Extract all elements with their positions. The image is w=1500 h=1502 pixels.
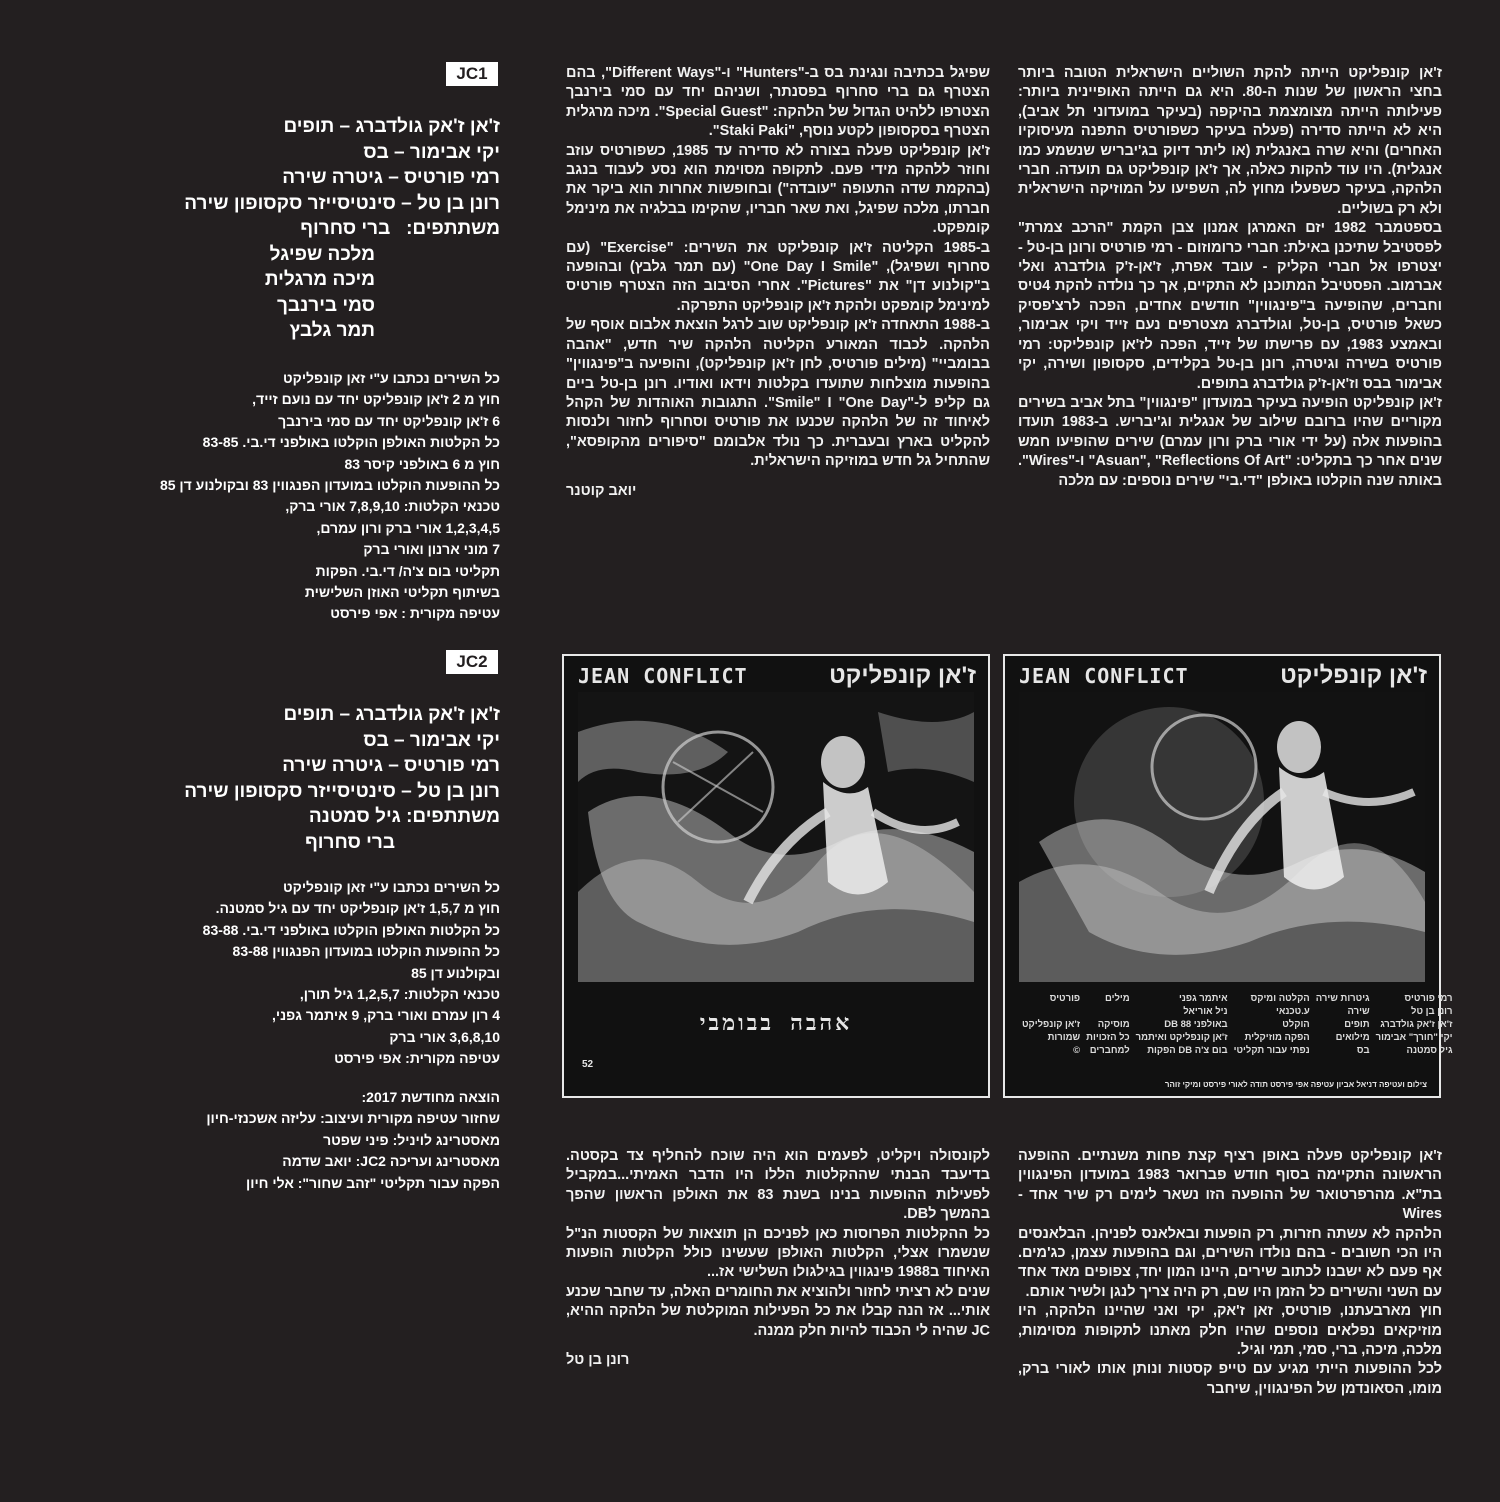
jc2-lineup bbox=[120, 702, 500, 855]
lineup-line: יקי אבימור – בס bbox=[363, 141, 500, 163]
cover-title-en: JEAN CONFLICT bbox=[1019, 664, 1189, 688]
cover-header bbox=[1019, 664, 1427, 688]
note-line: 3,6,8,10 אורי ברק bbox=[389, 1028, 500, 1045]
paragraph: ז'אן קונפליקט פעלה בצורה לא סדירה עד 1985, כשפורטיס עוזב וחוזר ללהקה מידי פעם. לתקופה מסוימת הוא נסע לעבוד בנגב (בהקמת שדה התעופה "עובדה") ובחופשות אחרות הוא ביקר את חברתו, מלכה שפיגל, ואת שאר חבריו, שהקימו בבלגיה את מינימל קומפקט. bbox=[566, 142, 990, 237]
album-cover-lp bbox=[1003, 654, 1453, 1098]
author-signature: רונן בן טל bbox=[566, 1352, 630, 1369]
cover-title-he: ז'אן קונפליקט bbox=[1280, 662, 1427, 689]
note-line: טכנאי הקלטות: 7,8,9,10 אורי ברק, bbox=[285, 498, 500, 515]
lineup-line: יקי אבימור – בס bbox=[363, 729, 500, 751]
note-line: כל ההופעות הוקלטו במועדון הפנגווין 83-88 bbox=[232, 943, 500, 960]
lineup-line: ז'אן ז'אק גולדברג – תופים bbox=[283, 704, 500, 725]
reissue-line: מאסטרינג ועריכה JC2: יואב שדמה bbox=[282, 1153, 500, 1170]
paragraph: ז'אן קונפליקט הופיעה בעיקר במועדון "פינגווין" בתל אביב בשירים מקוריים שהיו ברובם שילוב של אנגלית וג'יבריש. ב-1983 תועדו בהופעות אלה (על ידי אורי ברק ורון עמרם) שירים שהופיעו חמש שנים אחר כך בתקליט: "Asuan", "Reflections Of Art" ו-"Wires". באותה שנה הוקלטו באולפן "די.בי" שירים נוספים: עם מלכה bbox=[1018, 394, 1442, 489]
credits-cell bbox=[1083, 1005, 1133, 1018]
credits-row bbox=[1019, 1044, 1456, 1057]
paragraph: ב-1988 התאחדה ז'אן קונפליקט שוב לרגל הוצאת אלבום אוסף של הלהקה. לכבוד המאורע הקליטה הלהקה שיר חדש, "אהבה בבומביי" (מילים פורטיס, לחן ז'אן קונפליקט), והופיעה ב"פינגווין" בהופעות מוצלחות שתועדו בקלטות וידאו ואודיו. רונן בן-טל ביים גם קליפ ל-"Smile" I "One Day". התגובות האוהדות של הקהל לאיחוד זה של הלהקה שכנעו את פורטיס וסחרוף לחזור ולנסות להקליט בארץ ובעברית. כך נולד אלבומם "סיפורים מהקופסא", שהתחיל גל חדש במוזיקה הישראלית. bbox=[566, 317, 990, 470]
cover-header bbox=[578, 664, 976, 688]
article-column-middle-bottom bbox=[566, 1147, 990, 1437]
jc1-tag: JC1 bbox=[446, 62, 498, 86]
lineup-line: משתתפים: ברי סחרוף bbox=[300, 218, 500, 239]
cover-title-en: JEAN CONFLICT bbox=[578, 664, 748, 688]
paragraph: לקונסולה ויקליט, לפעמים הוא היה שוכח להחליף צד בקסטה. בדיעבד הבנתי שההקלטות הללו היו הדבר האמיתי...במקביל לפעילות ההופעות בנינו בשנת 83 את האולפן הראשון שהפך בהמשך לDB. bbox=[566, 1148, 990, 1223]
credits-cell: שירה bbox=[1347, 1006, 1370, 1017]
cover-number: 52 bbox=[582, 1059, 594, 1070]
lineup-line: מלכה שפיגל bbox=[269, 243, 375, 265]
note-line: כל השירים נכתבו ע"י זאן קונפליקט bbox=[283, 879, 500, 895]
note-line: כל הקלטות האולפן הוקלטו באולפני די.בי. 83-85 bbox=[202, 434, 500, 451]
note-line: 1,2,3,4,5 אורי ברק ורון עמרם, bbox=[316, 519, 500, 536]
lineup-line: ז'אן ז'אק גולדברג – תופים bbox=[283, 116, 500, 137]
credits-row bbox=[1019, 1005, 1456, 1018]
reissue-line: שחזור עטיפה מקורית ועיצוב: עליזה אשכנזי-חיון bbox=[206, 1110, 500, 1127]
cover-song-title: אהבה בבומבי bbox=[699, 1011, 853, 1036]
reissue-line: הוצאה מחודשת 2017: bbox=[361, 1089, 500, 1105]
credits-cell: ז'אן קונפליקט ואיתמר bbox=[1135, 1032, 1228, 1043]
jc1-notes bbox=[120, 368, 500, 625]
album-cover-single bbox=[562, 654, 990, 1098]
note-line: עטיפה מקורית: אפי פירסט bbox=[334, 1050, 500, 1067]
lineup-line: משתתפים: גיל סמטנה bbox=[308, 806, 500, 827]
paragraph: הלהקה לא עשתה חזרות, רק הופעות ובאלאנס לפניהן. הבלאנסים היו הכי חשובים - בהם נולדו השירים, וגם בהופעות עצמן, כג'מים. אף פעם לא ישבנו לכתוב שירים, היינו המון יחד, צפופים מאד אחד עם השני והשירים כל הזמן היו שם, רק היה צריך לנגן ולשיר אותם. bbox=[1018, 1225, 1442, 1300]
credits-cell: ניל אוריאל bbox=[1183, 1006, 1228, 1017]
credits-cell: גיטרות שירה bbox=[1315, 993, 1370, 1004]
article-column-middle-top bbox=[566, 64, 990, 620]
lineup-line: תמר גלבץ bbox=[289, 320, 375, 341]
credits-table bbox=[1019, 992, 1456, 1057]
lineup-line: ברי סחרוף bbox=[304, 831, 395, 853]
credits-cell: הקלטה ומיקס bbox=[1250, 993, 1310, 1004]
credits-row bbox=[1019, 1031, 1456, 1044]
note-line: חוץ מ 2 ז'אן קונפליקט יחד עם נועם זייד, bbox=[252, 391, 500, 408]
cover-photo bbox=[578, 692, 974, 982]
credits-cell: בום צ'ה DB הפקות bbox=[1147, 1045, 1228, 1056]
paragraph: ז'אן קונפליקט פעלה באופן רציף קצת פחות משנתיים. ההופעה הראשונה התקיימה בסוף חודש פברואר 1983 במועדון הפינגווין בת"א. מהרפרטואר של ההופעה הזו נשאר לימים רק שיר אחד - Wires bbox=[1018, 1148, 1442, 1223]
note-line: כל ההופעות הוקלטו במועדון הפנגווין 83 ובקולנוע דן 85 bbox=[159, 477, 500, 494]
credits-cell: באולפני DB 88 bbox=[1164, 1019, 1228, 1030]
paragraph: ז'אן קונפליקט הייתה להקת השוליים הישראלית הטובה ביותר בחצי הראשון של שנות ה-80. היא גם הייתה האופיינית ביותר: פעילותה הייתה מצומצמת בהיקפה (בעיקר במועדוני תל אביב), היא לא הייתה סדירה (פעלה בעיקר כשפורטיס התפנה מעיסוקיו האחרים) והיא שרה באנגלית (או ליתר דיוק בג'יבריש שנשמע כמו אנגלית). היו עוד להקות כאלה, אך ז'אן קונפליקט גם תועדה. חברי הלהקה, בעיקר כשפעלו מחוץ לה, השפיעו על המוזיקה הישראלית ולא רק בשוליים. bbox=[1018, 65, 1442, 217]
cover-credits-grid bbox=[1019, 992, 1453, 1074]
note-line: 7 מוני ארנון ואורי ברק bbox=[363, 541, 500, 558]
paragraph: ב-1985 הקליטה ז'אן קונפליקט את השירים: "Exercise" (עם סחרוף ושפיגל), "One Day I Smile" (עם תמר גלבץ) ובהופעה ב"קולנוע דן" את "Pictures". אחרי הסיבוב הזה הצטרף פורטיס למינימל קומפקט ולהקת ז'אן קונפליקט התפרקה. bbox=[566, 239, 991, 314]
lineup-line: רונן בן טל – סינטיסייזר סקסופון שירה bbox=[184, 780, 500, 802]
note-line: ובקולנוע דן 85 bbox=[411, 964, 500, 981]
note-line: חוץ מ 1,5,7 ז'אן קונפליקט יחד עם גיל סמטנה. bbox=[215, 900, 500, 917]
cover-photo bbox=[1019, 692, 1425, 982]
credits-cell: בס bbox=[1356, 1045, 1370, 1056]
reissue-line: מאסטרינג לויניל: פיני שפטר bbox=[323, 1131, 500, 1148]
lineup-line: סמי בירנבך bbox=[276, 294, 375, 316]
lineup-line: רמי פורטיס – גיטרה שירה bbox=[282, 167, 500, 188]
credits-cell: איתמר גפני bbox=[1178, 993, 1228, 1004]
paragraph: כל ההקלטות הפרוסות כאן לפניכם הן תוצאות של הקסטות הנ"ל שנשמרו אצלי, הקלטות האולפן שעשינו כולל הקלטות הופעות האיחוד ב1988 פינגווין בגילגולו השלישי אז... bbox=[566, 1225, 990, 1281]
credits-cell: הפקה מוזיקלית bbox=[1244, 1032, 1310, 1043]
credits-cell: נפתי עבור תקליטי bbox=[1233, 1045, 1310, 1056]
credits-cell bbox=[1019, 1005, 1083, 1018]
credits-cell: פורטיס bbox=[1049, 993, 1081, 1004]
credits-row bbox=[1019, 992, 1456, 1005]
credits-cell: רונן בן טל bbox=[1411, 1006, 1453, 1017]
credits-cell: כל הזכויות bbox=[1086, 1032, 1130, 1043]
credits-cell: גיל סמטנה bbox=[1406, 1045, 1453, 1056]
paragraph: לכל ההופעות הייתי מגיע עם טייפ קסטות ונותן אותו לאורי ברק, מומו, הסאונדמן של הפינגווין, שיחבר bbox=[1018, 1361, 1442, 1397]
paragraph: שנים לא רציתי לחזור ולהוציא את החומרים האלה, עד שחבר שכנע אותי... אז הנה קבלו את כל הפעילות המוקלטת של הלהקה ההיא, JC שהיה לי הכבוד להיות חלק ממנה. bbox=[566, 1283, 990, 1339]
cover-footer: צילום ועטיפה דניאל אביון עטיפה אפי פירסט תודה לאורי פירסט ומיקי זוהר bbox=[1164, 1080, 1427, 1089]
credits-cell: ז'אן ז'אק גולדברג bbox=[1380, 1019, 1453, 1030]
jc1-lineup bbox=[120, 114, 500, 344]
note-line: טכנאי הקלטות: 1,2,5,7 גיל תורן, bbox=[299, 986, 500, 1003]
article-column-right-bottom bbox=[1018, 1147, 1442, 1487]
credits-cell: © bbox=[1073, 1045, 1081, 1056]
credits-row bbox=[1019, 1018, 1456, 1031]
dancer-photo-image bbox=[1019, 692, 1425, 982]
cover-title-he: ז'אן קונפליקט bbox=[829, 662, 976, 689]
credits-cell: הוקלט bbox=[1282, 1019, 1310, 1030]
note-line: חוץ מ 6 באולפני קיסר 83 bbox=[344, 455, 500, 472]
credits-cell: ז'אן קונפליקט bbox=[1022, 1019, 1081, 1030]
credits-cell: יקי "חורך" אבימור bbox=[1375, 1032, 1453, 1043]
lineup-line: רונן בן טל – סינטיסייזר סקסופון שירה bbox=[184, 192, 500, 214]
paragraph: שפיגל בכתיבה ונגינת בס ב-"Hunters" ו-"Different Ways", בהם הצטרף גם ברי סחרוף בפסנתר, ושניהם יחד עם סמי בירנבך הצטרפו ללהיט הגדול של הלהקה: "Special Guest". מיכה מרגלית הצטרף בסקסופון לקטע נוסף, "Staki Paki". bbox=[566, 65, 990, 140]
note-line: כל הקלטות האולפן הוקלטו באולפני די.בי. 83-88 bbox=[202, 921, 500, 938]
article-column-right-top bbox=[1018, 64, 1442, 620]
credits-cell: מילים bbox=[1104, 993, 1130, 1004]
note-line: עטיפה מקורית : אפי פירסט bbox=[330, 605, 500, 622]
paragraph: בספטמבר 1982 יזם האמרגן אמנון צבן הקמת "הרכב צמרת" לפסטיבל שתיכנן באילת: חברי כרומוזום - רמי פורטיס ורונן בן-טל - יצטרפו אל חברי הקליק - עובד אפרת, ז'אן-ז'ק גולדברג ואלי אברמוב. הפסטיבל המתוכנן לא התקיים, אך כך נולדה להקת 4טיס וחברים, שהופיעה ב"פינגווין" חודשים אחדים, הפכה לרצ'פסיק כשאל פורטיס, בן-טל, וגולדברג מצטרפים נעם זייד ויקי אבימור, ובאמצע 1983, עם פרישתו של זייד, הפכה לז'אן קונפליקט: רמי פורטיס בשירה וגיטרה, רונן בן-טל בקלידים, סקסופון ושירה, יקי אבימור בבס וז'אן-ז'ק גולדברג בתופים. bbox=[1018, 220, 1443, 392]
credits-cell: תופים bbox=[1344, 1019, 1370, 1030]
credits-cell: שמורות bbox=[1047, 1032, 1081, 1043]
credits-cell: רמי פורטיס bbox=[1404, 993, 1453, 1004]
lineup-line: מיכה מרגלית bbox=[264, 269, 375, 290]
note-line: בשיתוף תקליטי האוזן השלישית bbox=[304, 584, 500, 601]
reissue-line: הפקה עבור תקליטי "זהב שחור": אלי חיון bbox=[246, 1174, 500, 1191]
jc2-notes bbox=[120, 877, 500, 1070]
note-line: תקליטי בום צ'ה/ די.בי. הפקות bbox=[315, 562, 500, 579]
author-signature: יואב קוטנר bbox=[566, 482, 637, 499]
dancer-photo-image bbox=[578, 692, 974, 982]
note-line: כל השירים נכתבו ע"י זאן קונפליקט bbox=[283, 370, 500, 386]
credits-cell: ע.טכנאי bbox=[1275, 1006, 1310, 1017]
credits-cell: מוסיקה bbox=[1097, 1019, 1130, 1030]
paragraph: חוץ מארבעתנו, פורטיס, זאן ז'אק, יקי ואני שהיינו הלהקה, היו מוזיקאים נפלאים נוספים שהיו חלק מאתנו לתקופות מסוימות, מלכה, מיכה, ברי, סמי, תמי וגיל. bbox=[1018, 1303, 1442, 1359]
jc2-tag: JC2 bbox=[446, 650, 498, 674]
lineup-line: רמי פורטיס – גיטרה שירה bbox=[282, 755, 500, 776]
note-line: 4 רון עמרם ואורי ברק, 9 איתמר גפני, bbox=[271, 1007, 500, 1024]
credits-cell: מילואים bbox=[1335, 1032, 1370, 1043]
credits-cell: למחברים bbox=[1089, 1045, 1130, 1056]
reissue-credits bbox=[120, 1087, 500, 1194]
note-line: 6 ז'אן קונפליקט יחד עם סמי בירנבך bbox=[278, 412, 500, 429]
